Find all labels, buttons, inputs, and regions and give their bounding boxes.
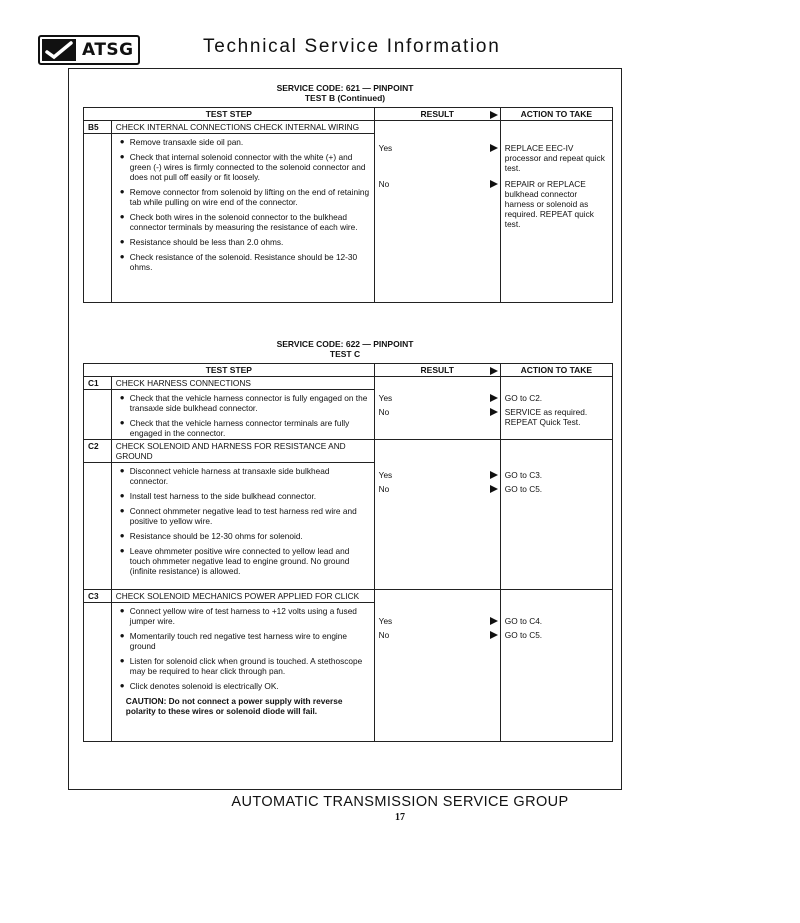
action-yes: GO to C3.	[504, 470, 543, 480]
result-yes: Yes	[378, 143, 393, 153]
action-yes: REPLACE EEC-IV processor and repeat quick test.	[504, 143, 605, 173]
action-no: SERVICE as required. REPEAT Quick Test.	[504, 407, 588, 427]
section2-title	[69, 339, 621, 359]
step-code: B5	[84, 121, 112, 134]
result-cell	[374, 377, 500, 440]
action-cell	[500, 590, 612, 742]
step-heading-row	[84, 377, 613, 390]
section1-table	[83, 107, 613, 303]
step-heading-row	[84, 590, 613, 603]
arrow-right-icon	[490, 180, 498, 188]
result-yes: Yes	[378, 616, 393, 626]
col-action: ACTION TO TAKE	[500, 108, 612, 121]
list-item: ● Check both wires in the solenoid connector to the bulkhead connector terminals by measuring the resistance of each wire.	[119, 212, 358, 232]
col-result	[374, 364, 500, 377]
step-heading-row	[84, 121, 613, 134]
step-heading: CHECK SOLENOID MECHANICS POWER APPLIED FOR CLICK	[111, 590, 374, 603]
code-blank	[84, 463, 112, 590]
list-item: ● Resistance should be less than 2.0 ohms.	[119, 237, 284, 247]
section1-title	[69, 83, 621, 103]
col-test-step: TEST STEP	[84, 364, 375, 377]
result-yes: Yes	[378, 393, 393, 403]
section2-table	[83, 363, 613, 742]
caution-note: CAUTION: Do not connect a power supply with reverse polarity to these wires or solenoid diode will fail.	[125, 696, 343, 716]
page-number: 17	[395, 812, 405, 823]
step-list-cell	[111, 134, 374, 303]
step-list-cell	[111, 603, 374, 742]
arrow-right-icon	[490, 471, 498, 479]
arrow-right-icon	[490, 631, 498, 639]
arrow-right-icon	[490, 111, 498, 119]
list-item: ● Connect ohmmeter negative lead to test harness red wire and positive to yellow wire.	[119, 506, 357, 526]
result-cell	[374, 440, 500, 590]
list-item: ● Install test harness to the side bulkhead connector.	[119, 491, 317, 501]
col-result	[374, 108, 500, 121]
section1-title-line1: SERVICE CODE: 621 — PINPOINT	[276, 83, 414, 93]
step-list-cell	[111, 463, 374, 590]
step-list	[116, 464, 370, 576]
action-yes: GO to C2.	[504, 393, 543, 403]
col-result-label: RESULT	[420, 365, 454, 375]
action-no: GO to C5.	[504, 630, 543, 640]
list-item: ● Disconnect vehicle harness at transaxle side bulkhead connector.	[119, 466, 330, 486]
step-list-cell	[111, 390, 374, 440]
arrow-right-icon	[490, 408, 498, 416]
step-code: C1	[84, 377, 112, 390]
arrow-right-icon	[490, 394, 498, 402]
arrow-right-icon	[490, 367, 498, 375]
col-action: ACTION TO TAKE	[500, 364, 612, 377]
result-no: No	[378, 407, 390, 417]
list-item: ● Check resistance of the solenoid. Resistance should be 12-30 ohms.	[119, 252, 358, 272]
section2-title-line1: SERVICE CODE: 622 — PINPOINT	[276, 339, 414, 349]
step-list	[116, 135, 370, 272]
action-yes: GO to C4.	[504, 616, 543, 626]
list-item: ● Click denotes solenoid is electrically OK.	[119, 681, 279, 691]
arrow-right-icon	[490, 144, 498, 152]
list-item: ● Leave ohmmeter positive wire connected to yellow lead and touch ohmmeter negative lead to engine ground. No ground (infinite resistance) is allowed.	[119, 546, 350, 576]
section2-title-line2: TEST C	[329, 349, 361, 359]
list-item: ● Check that the vehicle harness connector terminals are fully engaged in the connector.	[119, 418, 350, 438]
list-item: ● Remove transaxle side oil pan.	[119, 137, 244, 147]
list-item: ● Check that internal solenoid connector with the white (+) and green (-) wires is firmly connected to the solenoid connector and does not pull off easily or fit loosely.	[119, 152, 366, 182]
step-list	[116, 604, 370, 691]
table-header-row	[84, 108, 613, 121]
page-title: Technical Service Information	[203, 36, 501, 57]
result-no: No	[378, 179, 390, 189]
action-cell	[500, 121, 612, 303]
list-item: ● Momentarily touch red negative test harness wire to engine ground	[119, 631, 347, 651]
atsg-logo	[38, 35, 140, 65]
code-blank	[84, 603, 112, 742]
list-item: ● Check that the vehicle harness connector is fully engaged on the transaxle side bulkhead connector.	[119, 393, 368, 413]
action-cell	[500, 377, 612, 440]
result-no: No	[378, 630, 390, 640]
step-code: C3	[84, 590, 112, 603]
step-heading: CHECK SOLENOID AND HARNESS FOR RESISTANCE AND GROUND	[111, 440, 374, 463]
list-item: ● Remove connector from solenoid by lifting on the end of retaining tab while pulling on wire end of the connector.	[119, 187, 370, 207]
action-cell	[500, 440, 612, 590]
table-header-row	[84, 364, 613, 377]
list-item: ● Resistance should be 12-30 ohms for solenoid.	[119, 531, 303, 541]
step-heading-row	[84, 440, 613, 463]
step-heading: CHECK HARNESS CONNECTIONS	[111, 377, 374, 390]
action-no: GO to C5.	[504, 484, 543, 494]
result-no: No	[378, 484, 390, 494]
arrow-right-icon	[490, 485, 498, 493]
logo-text: ATSG	[82, 40, 134, 60]
col-test-step: TEST STEP	[84, 108, 375, 121]
result-yes: Yes	[378, 470, 393, 480]
footer-org: AUTOMATIC TRANSMISSION SERVICE GROUP	[231, 794, 569, 810]
action-no: REPAIR or REPLACE bulkhead connector harness or solenoid as required. REPEAT quick test.	[504, 179, 594, 229]
step-heading: CHECK INTERNAL CONNECTIONS CHECK INTERNAL WIRING	[111, 121, 374, 134]
code-blank	[84, 390, 112, 440]
section1-title-line2: TEST B (Continued)	[304, 93, 386, 103]
content-frame	[68, 68, 622, 790]
list-item: ● Listen for solenoid click when ground is touched. A stethoscope may be required to hear click through pan.	[119, 656, 363, 676]
step-code: C2	[84, 440, 112, 463]
result-cell	[374, 590, 500, 742]
arrow-right-icon	[490, 617, 498, 625]
checkmark-icon	[42, 39, 76, 61]
col-result-label: RESULT	[420, 109, 454, 119]
code-blank	[84, 134, 112, 303]
list-item: ● Connect yellow wire of test harness to +12 volts using a fused jumper wire.	[119, 606, 357, 626]
result-cell	[374, 121, 500, 303]
step-list	[116, 391, 370, 438]
